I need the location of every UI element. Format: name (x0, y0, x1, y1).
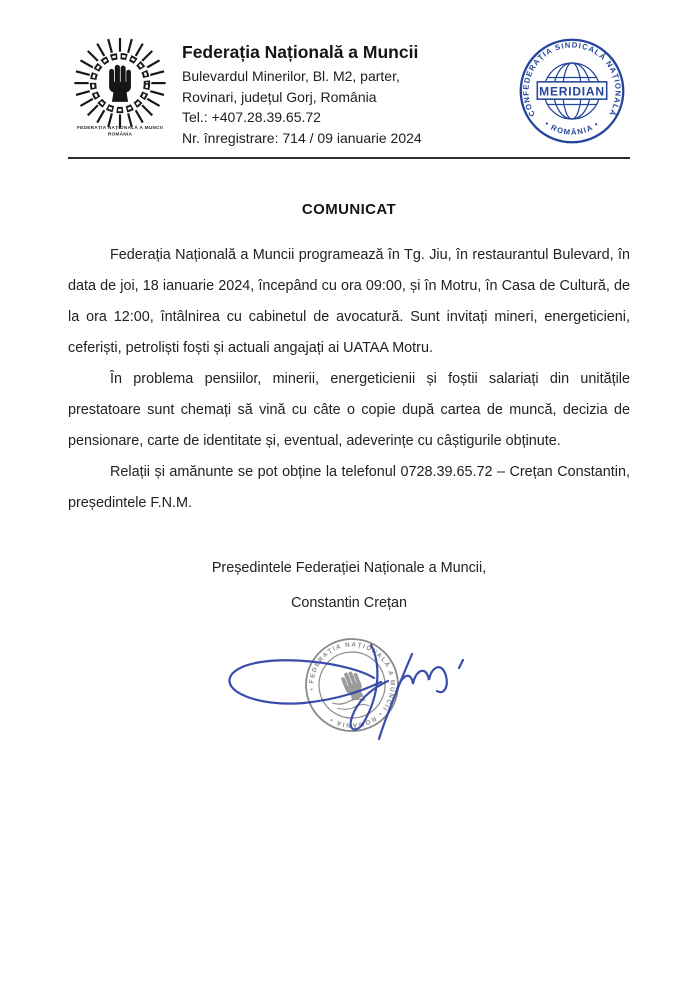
paragraph-1: Federația Națională a Muncii programează în Tg. Jiu, în restaurantul Bulevard, în data de joi, 18 ianuarie 2024, începând cu ora 09:00, și în Motru, în Casa de Cultură, de la ora 12:00, întâlnirea cu cabinetul de avocatură. Sunt invitați mineri, energeticieni, ceferiști, petroliști foști și actuali angajați ai UATAA Motru. (68, 247, 630, 356)
fist-icon (109, 65, 131, 102)
stamp-ring-text: • FEDERAȚIA NAȚIONALĂ A MUNCII • ROMÂNIA • (308, 641, 396, 729)
meridian-seal-icon (514, 38, 630, 144)
document-body (68, 240, 630, 519)
letterhead-text (182, 38, 508, 148)
logo-caption-line1: FEDERAȚIA NAȚIONALĂ A MUNCII (76, 125, 164, 131)
meridian-arc-top: CONFEDERAȚIA SINDICALĂ NAȚIONALĂ (521, 40, 623, 119)
fnm-logo (68, 38, 172, 143)
closing-role-line: Președintele Federației Naționale a Muncii, (211, 560, 487, 576)
svg-text:• ROMÂNIA • (543, 119, 601, 137)
registration-line: Nr. înregistrare: 714 / 09 ianuarie 2024 (182, 129, 422, 146)
closing-name-line: Constantin Crețan (291, 595, 407, 611)
closing-block (68, 551, 630, 621)
address-line2: Rovinari, județul Gorj, România (182, 88, 377, 105)
paragraph-3: Relații și amănunte se pot obține la telefonul 0728.39.65.72 – Crețan Constantin, președintele F.N.M. (68, 464, 630, 511)
round-stamp-icon (300, 633, 404, 737)
letterhead-divider (68, 157, 630, 159)
meridian-arc-bottom: • ROMÂNIA • (543, 119, 601, 137)
svg-text:CONFEDERAȚIA SINDICALĂ NAȚIONA (521, 40, 622, 118)
stamp-signature-area (0, 628, 696, 798)
fist-chain-icon (68, 38, 172, 138)
letterhead (68, 38, 630, 149)
document-title: COMUNICAT (301, 201, 397, 218)
logo-caption-line2: ROMÂNIA (107, 131, 133, 137)
paragraph-2: În problema pensiilor, minerii, energeticienii și foștii salariați din unitățile prestatoare sunt chemați să vină cu câte o copie după cartea de muncă, decizia de pensionare, carte de identitate și, eventual, adeverințe cu câștigurile obținute. (68, 371, 630, 449)
org-name: Federația Națională a Muncii (182, 42, 419, 62)
meridian-center-label: MERIDIAN (539, 84, 605, 99)
tel-line: Tel.: +407.28.39.65.72 (182, 109, 321, 125)
address-line1: Bulevardul Minerilor, Bl. M2, parter, (182, 68, 400, 84)
meridian-logo (514, 38, 630, 149)
